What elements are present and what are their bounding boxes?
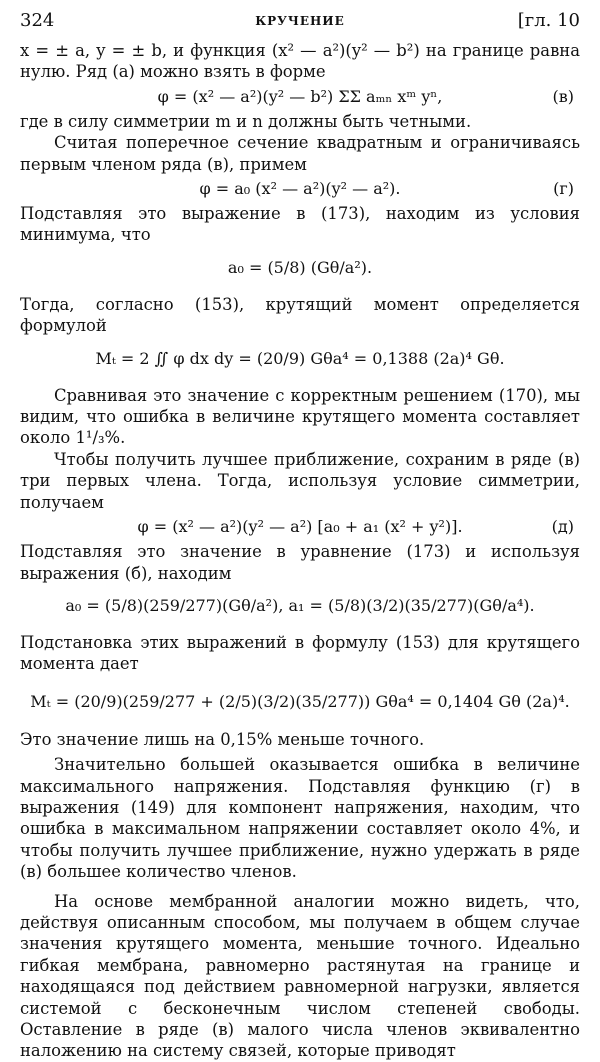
paragraph: Подставляя это значение в уравнение (173) и используя выражения (б), находим [20,542,580,583]
paragraph: Подставляя это выражение в (173), находим из условия минимума, что [20,204,580,245]
paragraph: Подстановка этих выражений в формулу (153) для крутящего момента дает [20,632,580,674]
paragraph: x = ± a, y = ± b, и функция (x² — a²)(y² — b²) на границе равна нулю. Ряд (а) можно взять в форме [20,41,580,82]
paragraph: Значительно большей оказывается ошибка в величине максимального напряжения. Подставляя функцию (г) в выражения (149) для компонент напряжения, находим, что ошибка в максимальном напряжении составляет около 4%, и чтобы получить лучшее приближение, нужно удержать в ряде (в) большее количество членов. [20,755,580,882]
paragraph: где в силу симметрии m и n должны быть четными. [20,111,472,131]
equation-text: Mₜ = 2 ∬ φ dx dy = (20/9) Gθa⁴ = 0,1388 (2a)⁴ Gθ. [95,348,505,368]
paragraph: Тогда, согласно (153), крутящий момент определяется формулой [20,294,580,336]
equation-a0 [20,246,580,290]
equation-mt2 [20,675,580,729]
equation-text: a₀ = (5/8)(259/277)(Gθ/a²), a₁ = (5/8)(3/2)(35/277)(Gθ/a⁴). [65,595,535,615]
equation-v [20,83,580,111]
book-page [20,10,580,1062]
paragraph: На основе мембранной аналогии можно видеть, что, действуя описанным способом, мы получаем в общем случае значения крутящего момента, меньшие точного. Идеально гибкая мембрана, равномерно растянутая на границе и находящаяся под действием равномерной нагрузки, является системой с бесконечным числом степеней свободы. Оставление в ряде (в) малого числа членов эквивалентно наложению на систему связей, которые приводят [20,891,580,1061]
paragraph: Чтобы получить лучшее приближение, сохраним в ряде (в) три первых члена. Тогда, используя условие симметрии, получаем [20,449,580,512]
equation-text: a₀ = (5/8) (Gθ/a²). [227,257,373,277]
running-header [20,10,580,40]
equation-label: (г) [553,179,574,199]
page-number: 324 [20,10,55,31]
running-title: КРУЧЕНИЕ [255,14,345,28]
equation-text: Mₜ = (20/9)(259/277 + (2/5)(3/2)(35/277)) Gθa⁴ = 0,1404 Gθ (2a)⁴. [30,691,570,711]
equation-a0-a1 [20,584,580,628]
paragraph: Считая поперечное сечение квадратным и ограничиваясь первым членом ряда (в), примем [20,133,580,174]
equation-label: (в) [552,86,574,106]
equation-text: φ = a₀ (x² — a²)(y² — a²). [199,179,401,199]
equation-text: φ = (x² — a²)(y² — b²) ΣΣ aₘₙ xᵐ yⁿ, [157,86,443,106]
paragraph: Это значение лишь на 0,15% меньше точного. [20,729,425,749]
chapter-ref: [гл. 10 [517,10,580,31]
equation-d [20,513,580,541]
equation-label: (д) [551,517,574,537]
equation-g [20,175,580,203]
equation-text: φ = (x² — a²)(y² — a²) [a₀ + a₁ (x² + y²)]. [137,517,463,537]
paragraph: Сравнивая это значение с корректным решением (170), мы видим, что ошибка в величине крутящего момента составляет около 1¹/₃%. [20,385,580,448]
equation-mt1 [20,337,580,381]
